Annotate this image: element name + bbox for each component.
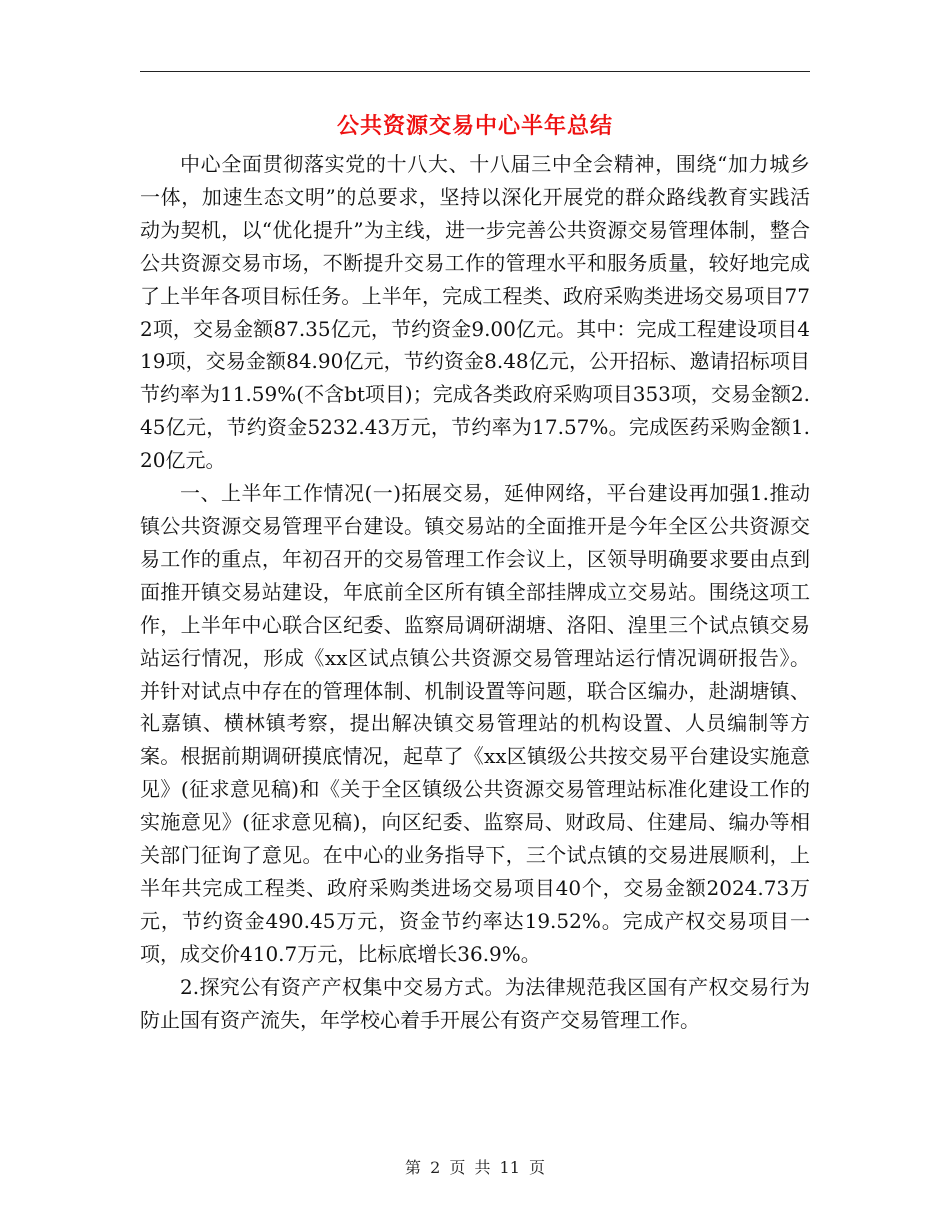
paragraph-asset-trading: 2.探究公有资产产权集中交易方式。为法律规范我区国有产权交易行为防止国有资产流失，年学校心着手开展公有资产交易管理工作。: [140, 974, 810, 1032]
header-rule: [140, 71, 810, 72]
paragraph-work-status: 一、上半年工作情况(一)拓展交易，延伸网络，平台建设再加强1.推动镇公共资源交易管理平台建设。镇交易站的全面推开是今年全区公共资源交易工作的重点，年初召开的交易管理工作会议上，区领导明确要求要由点到面推开镇交易站建设，年底前全区所有镇全部挂牌成立交易站。围绕这项工作，上半年中心联合区纪委、监察局调研湖塘、洛阳、湟里三个试点镇交易站运行情况，形成《xx区试点镇公共资源交易管理站运行情况调研报告》。并针对试点中存在的管理体制、机制设置等问题，联合区编办，赴湖塘镇、礼嘉镇、横林镇考察，提出解决镇交易管理站的机构设置、人员编制等方案。根据前期调研摸底情况，起草了《xx区镇级公共按交易平台建设实施意见》(征求意见稿)和《关于全区镇级公共资源交易管理站标准化建设工作的实施意见》(征求意见稿)，向区纪委、监察局、财政局、住建局、编办等相关部门征询了意见。在中心的业务指导下，三个试点镇的交易进展顺利，上半年共完成工程类、政府采购类进场交易项目40个，交易金额2024.73万元，节约资金490.45万元，资金节约率达19.52%。完成产权交易项目一项，成交价410.7万元，比标底增长36.9%。: [140, 481, 810, 966]
document-body: [140, 148, 810, 1036]
page-number-footer: 第 2 页 共 11 页: [405, 1158, 545, 1177]
document-title: 公共资源交易中心半年总结: [336, 113, 613, 139]
paragraph-summary: 中心全面贯彻落实党的十八大、十八届三中全会精神，围绕“加力城乡一体，加速生态文明”的总要求，坚持以深化开展党的群众路线教育实践活动为契机，以“优化提升”为主线，进一步完善公共资源交易管理体制，整合公共资源交易市场，不断提升交易工作的管理水平和服务质量，较好地完成了上半年各项目标任务。上半年，完成工程类、政府采购类进场交易项目772项，交易金额87.35亿元，节约资金9.00亿元。其中：完成工程建设项目419项，交易金额84.90亿元，节约资金8.48亿元，公开招标、邀请招标项目节约率为11.59%(不含bt项目)；完成各类政府采购项目353项，交易金额2.45亿元，节约资金5232.43万元，节约率为17.57%。完成医药采购金额1.20亿元。: [140, 152, 810, 473]
